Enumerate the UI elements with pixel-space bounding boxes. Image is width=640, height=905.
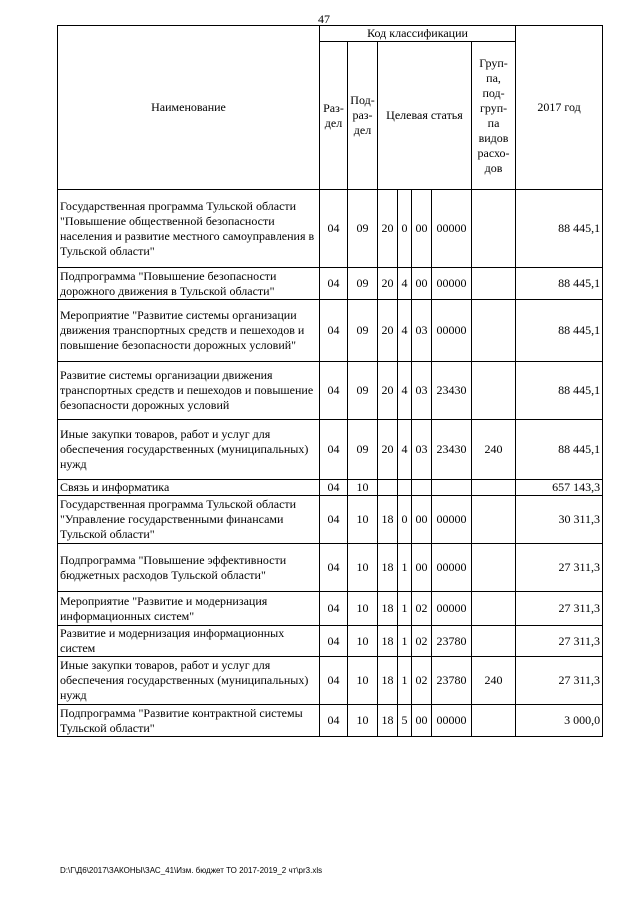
row-target-program: 18 bbox=[378, 592, 398, 626]
row-target-direction: 00000 bbox=[432, 268, 472, 300]
row-podrazdel: 09 bbox=[348, 362, 378, 420]
table-row bbox=[58, 592, 603, 626]
row-podrazdel: 10 bbox=[348, 480, 378, 496]
row-razdel: 04 bbox=[320, 592, 348, 626]
row-razdel: 04 bbox=[320, 544, 348, 592]
row-target-subprogram: 4 bbox=[398, 362, 412, 420]
row-target-subprogram: 0 bbox=[398, 190, 412, 268]
row-target-subprogram: 5 bbox=[398, 705, 412, 737]
row-target-direction: 23780 bbox=[432, 626, 472, 657]
row-target-measure: 02 bbox=[412, 626, 432, 657]
header-classification-code: Код классификации bbox=[320, 26, 516, 42]
row-podrazdel: 10 bbox=[348, 657, 378, 705]
row-razdel: 04 bbox=[320, 626, 348, 657]
row-name: Иные закупки товаров, работ и услуг для обеспечения государственных (муниципальных) нужд bbox=[58, 420, 320, 480]
row-amount: 88 445,1 bbox=[516, 420, 603, 480]
header-year: 2017 год bbox=[516, 26, 603, 190]
row-expense-group bbox=[472, 496, 516, 544]
row-amount: 657 143,3 bbox=[516, 480, 603, 496]
row-razdel: 04 bbox=[320, 268, 348, 300]
row-expense-group bbox=[472, 705, 516, 737]
row-target-subprogram: 1 bbox=[398, 626, 412, 657]
row-target-program: 20 bbox=[378, 190, 398, 268]
row-target-measure: 03 bbox=[412, 362, 432, 420]
row-podrazdel: 10 bbox=[348, 544, 378, 592]
row-razdel: 04 bbox=[320, 300, 348, 362]
row-target-direction: 00000 bbox=[432, 190, 472, 268]
table-body bbox=[58, 190, 603, 737]
row-podrazdel: 10 bbox=[348, 592, 378, 626]
row-amount: 27 311,3 bbox=[516, 657, 603, 705]
table-row bbox=[58, 480, 603, 496]
row-target-measure bbox=[412, 480, 432, 496]
row-name: Иные закупки товаров, работ и услуг для обеспечения государственных (муниципальных) нужд bbox=[58, 657, 320, 705]
row-target-subprogram: 0 bbox=[398, 496, 412, 544]
row-name: Подпрограмма "Развитие контрактной системы Тульской области" bbox=[58, 705, 320, 737]
row-razdel: 04 bbox=[320, 480, 348, 496]
table-row bbox=[58, 496, 603, 544]
table-row bbox=[58, 300, 603, 362]
table-row bbox=[58, 420, 603, 480]
row-target-program: 18 bbox=[378, 626, 398, 657]
row-expense-group bbox=[472, 626, 516, 657]
row-amount: 27 311,3 bbox=[516, 544, 603, 592]
row-amount: 88 445,1 bbox=[516, 190, 603, 268]
header-razdel: Раз- дел bbox=[320, 42, 348, 190]
row-target-direction: 23430 bbox=[432, 420, 472, 480]
row-expense-group bbox=[472, 480, 516, 496]
row-target-measure: 03 bbox=[412, 300, 432, 362]
table-row bbox=[58, 544, 603, 592]
row-name: Подпрограмма "Повышение эффективности бюджетных расходов Тульской области" bbox=[58, 544, 320, 592]
file-path-footer: D:\Г\Д6\2017\ЗАКОНЫ\ЗАС_41\Изм. бюджет ТО 2017-2019_2 чт\pr3.xls bbox=[60, 866, 323, 875]
table-row bbox=[58, 705, 603, 737]
header-target-article: Целевая статья bbox=[378, 42, 472, 190]
row-target-measure: 02 bbox=[412, 592, 432, 626]
row-razdel: 04 bbox=[320, 657, 348, 705]
row-target-subprogram: 1 bbox=[398, 544, 412, 592]
row-razdel: 04 bbox=[320, 190, 348, 268]
table-row bbox=[58, 190, 603, 268]
row-expense-group: 240 bbox=[472, 420, 516, 480]
row-podrazdel: 09 bbox=[348, 300, 378, 362]
row-amount: 88 445,1 bbox=[516, 268, 603, 300]
row-name: Государственная программа Тульской области "Управление государственными финансами Тульской области" bbox=[58, 496, 320, 544]
row-target-direction: 00000 bbox=[432, 300, 472, 362]
row-target-direction: 00000 bbox=[432, 496, 472, 544]
row-podrazdel: 09 bbox=[348, 420, 378, 480]
row-name: Государственная программа Тульской области "Повышение общественной безопасности населения и развитие местного самоуправления в Тульской области" bbox=[58, 190, 320, 268]
row-target-program: 18 bbox=[378, 657, 398, 705]
row-podrazdel: 10 bbox=[348, 626, 378, 657]
row-expense-group bbox=[472, 300, 516, 362]
row-target-measure: 00 bbox=[412, 268, 432, 300]
row-target-program: 20 bbox=[378, 300, 398, 362]
row-podrazdel: 10 bbox=[348, 496, 378, 544]
row-target-program: 18 bbox=[378, 705, 398, 737]
row-target-program: 18 bbox=[378, 544, 398, 592]
row-amount: 27 311,3 bbox=[516, 626, 603, 657]
row-target-subprogram: 4 bbox=[398, 268, 412, 300]
row-target-program: 20 bbox=[378, 268, 398, 300]
row-amount: 30 311,3 bbox=[516, 496, 603, 544]
row-target-direction: 23780 bbox=[432, 657, 472, 705]
row-target-measure: 03 bbox=[412, 420, 432, 480]
row-target-measure: 00 bbox=[412, 544, 432, 592]
row-target-direction: 00000 bbox=[432, 544, 472, 592]
row-amount: 88 445,1 bbox=[516, 300, 603, 362]
row-target-subprogram: 1 bbox=[398, 657, 412, 705]
header-podrazdel: Под- раз- дел bbox=[348, 42, 378, 190]
row-name: Связь и информатика bbox=[58, 480, 320, 496]
row-razdel: 04 bbox=[320, 420, 348, 480]
row-amount: 27 311,3 bbox=[516, 592, 603, 626]
row-name: Развитие системы организации движения транспортных средств и пешеходов и повышение безопасности дорожных условий bbox=[58, 362, 320, 420]
row-target-direction bbox=[432, 480, 472, 496]
row-target-program: 18 bbox=[378, 496, 398, 544]
row-target-subprogram bbox=[398, 480, 412, 496]
row-amount: 3 000,0 bbox=[516, 705, 603, 737]
table-row bbox=[58, 362, 603, 420]
row-podrazdel: 09 bbox=[348, 268, 378, 300]
row-razdel: 04 bbox=[320, 705, 348, 737]
row-target-direction: 00000 bbox=[432, 592, 472, 626]
row-expense-group bbox=[472, 592, 516, 626]
row-expense-group bbox=[472, 268, 516, 300]
row-expense-group bbox=[472, 544, 516, 592]
row-target-direction: 00000 bbox=[432, 705, 472, 737]
header-name: Наименование bbox=[58, 26, 320, 190]
row-target-measure: 00 bbox=[412, 496, 432, 544]
row-amount: 88 445,1 bbox=[516, 362, 603, 420]
budget-table bbox=[57, 25, 603, 737]
row-name: Мероприятие "Развитие системы организации движения транспортных средств и пешеходов и повышение безопасности дорожных условий" bbox=[58, 300, 320, 362]
row-name: Подпрограмма "Повышение безопасности дорожного движения в Тульской области" bbox=[58, 268, 320, 300]
row-target-subprogram: 4 bbox=[398, 420, 412, 480]
row-podrazdel: 10 bbox=[348, 705, 378, 737]
table-row bbox=[58, 626, 603, 657]
row-target-measure: 00 bbox=[412, 190, 432, 268]
table-row bbox=[58, 268, 603, 300]
table-row bbox=[58, 657, 603, 705]
row-target-measure: 00 bbox=[412, 705, 432, 737]
row-razdel: 04 bbox=[320, 362, 348, 420]
row-expense-group bbox=[472, 190, 516, 268]
row-target-measure: 02 bbox=[412, 657, 432, 705]
row-target-subprogram: 1 bbox=[398, 592, 412, 626]
row-target-program: 20 bbox=[378, 420, 398, 480]
row-podrazdel: 09 bbox=[348, 190, 378, 268]
row-razdel: 04 bbox=[320, 496, 348, 544]
row-target-subprogram: 4 bbox=[398, 300, 412, 362]
page-number: 47 bbox=[318, 12, 330, 26]
row-target-direction: 23430 bbox=[432, 362, 472, 420]
row-expense-group: 240 bbox=[472, 657, 516, 705]
row-name: Мероприятие "Развитие и модернизация информационных систем" bbox=[58, 592, 320, 626]
row-target-program bbox=[378, 480, 398, 496]
table-header bbox=[58, 26, 603, 190]
row-expense-group bbox=[472, 362, 516, 420]
row-name: Развитие и модернизация информационных систем bbox=[58, 626, 320, 657]
header-expense-group: Груп- па, под- груп- па видов расхо- дов bbox=[472, 42, 516, 190]
row-target-program: 20 bbox=[378, 362, 398, 420]
